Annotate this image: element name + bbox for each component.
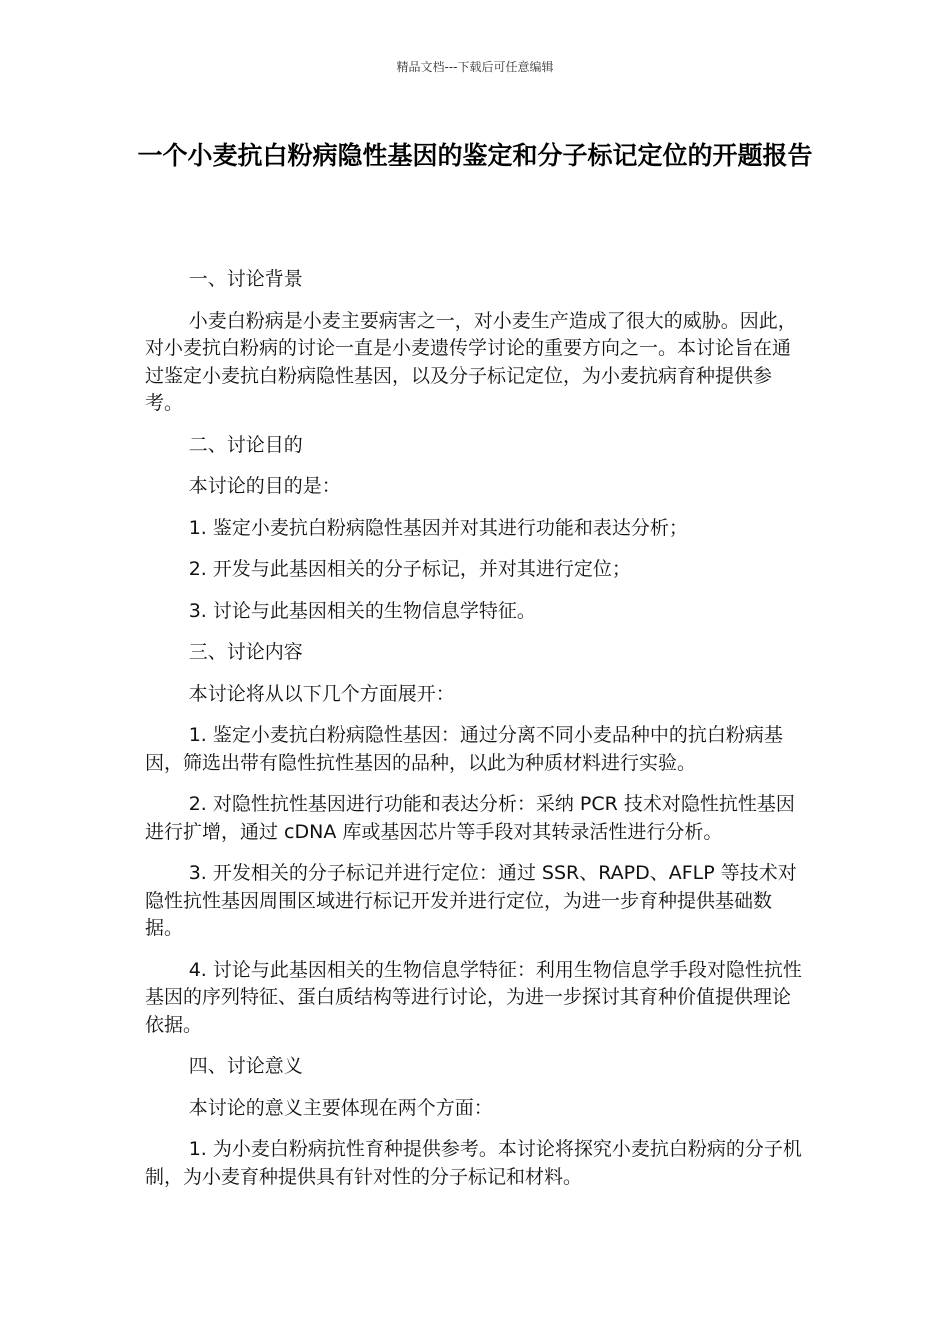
paragraph: 本讨论的目的是： [188, 475, 341, 497]
section-heading-content: 三、讨论内容 [188, 641, 303, 663]
list-item: 1. 鉴定小麦抗白粉病隐性基因并对其进行功能和表达分析； [188, 516, 688, 539]
list-item: 1. 为小麦白粉病抗性育种提供参考。本讨论将探究小麦抗白粉病的分子机制，为小麦育种提供具有针对性的分子标记和材料。 [145, 1138, 802, 1188]
list-item: 4. 讨论与此基因相关的生物信息学特征：利用生物信息学手段对隐性抗性基因的序列特征、蛋白质结构等进行讨论，为进一步探讨其育种价值提供理论依据。 [145, 958, 802, 1036]
paragraph: 小麦白粉病是小麦主要病害之一，对小麦生产造成了很大的威胁。因此，对小麦抗白粉病的讨论一直是小麦遗传学讨论的重要方向之一。本讨论旨在通过鉴定小麦抗白粉病隐性基因，以及分子标记定位，为小麦抗病育种提供参考。 [145, 309, 797, 414]
list-item: 3. 讨论与此基因相关的生物信息学特征。 [188, 599, 536, 622]
list-item: 2. 开发与此基因相关的分子标记，并对其进行定位； [188, 558, 631, 580]
section-heading-purpose: 二、讨论目的 [188, 433, 303, 456]
document-body [145, 266, 807, 1205]
paragraph: 本讨论将从以下几个方面展开： [188, 682, 455, 705]
list-item: 3. 开发相关的分子标记并进行定位：通过 SSR、RAPD、AFLP 等技术对隐性抗性基因周围区域进行标记开发并进行定位，为进一步育种提供基础数据。 [145, 862, 797, 939]
header-note: 精品文档---下载后可任意编辑 [396, 60, 554, 74]
paragraph: 本讨论的意义主要体现在两个方面： [188, 1096, 493, 1119]
section-heading-background: 一、讨论背景 [188, 268, 303, 290]
list-item: 1. 鉴定小麦抗白粉病隐性基因：通过分离不同小麦品种中的抗白粉病基因，筛选出带有隐性抗性基因的品种，以此为种质材料进行实验。 [145, 724, 783, 774]
document-title: 一个小麦抗白粉病隐性基因的鉴定和分子标记定位的开题报告 [137, 141, 813, 170]
section-heading-significance: 四、讨论意义 [188, 1055, 303, 1077]
list-item: 2. 对隐性抗性基因进行功能和表达分析：采纳 PCR 技术对隐性抗性基因进行扩增，通过 cDNA 库或基因芯片等手段对其转录活性进行分析。 [145, 793, 795, 843]
